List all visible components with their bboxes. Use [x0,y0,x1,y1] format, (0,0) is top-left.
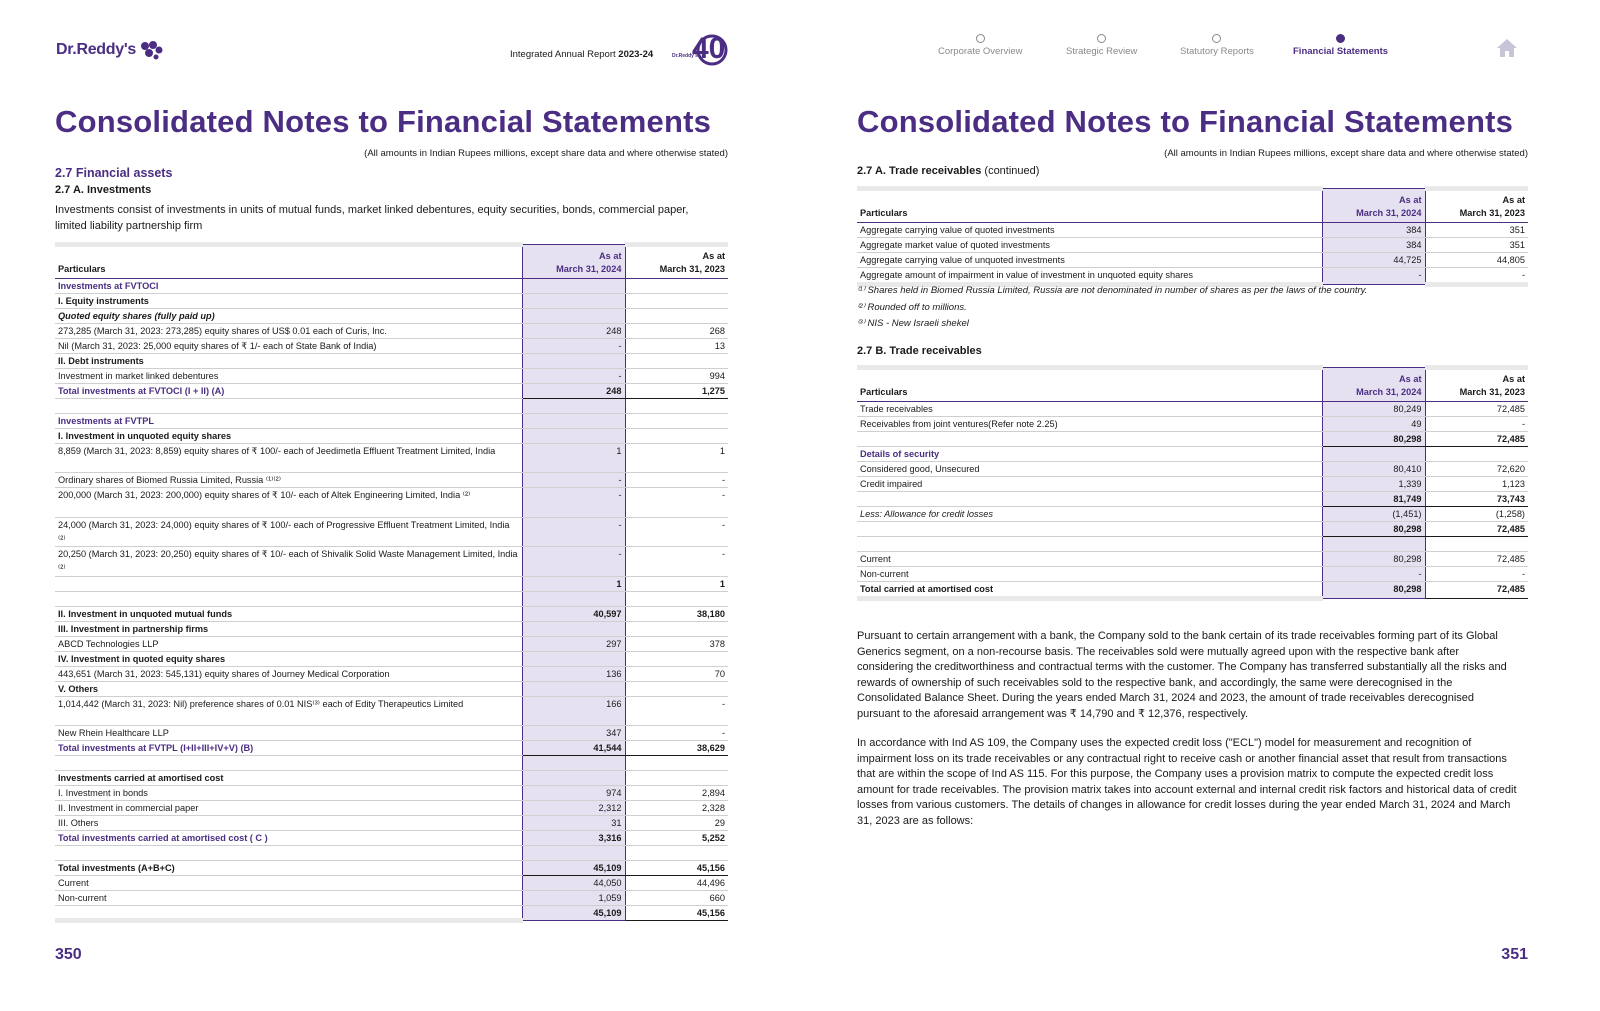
table-row [857,402,1528,417]
value-2023: 351 [1425,223,1528,238]
value-2024 [522,279,625,294]
nav-dot-icon [976,34,985,43]
nav-dot-icon [1097,34,1106,43]
table-row [55,294,728,309]
value-2024 [522,621,625,636]
table-row [55,279,728,294]
row-label: Total carried at amortised cost [857,581,1322,598]
row-label: Aggregate amount of impairment in value of investment in unquoted equity shares [857,268,1322,285]
value-2023: 72,485 [1425,402,1528,417]
value-2024 [522,399,625,414]
page-number: 350 [55,946,82,963]
value-2023 [625,354,728,369]
value-2023: 38,180 [625,606,728,621]
header-col-2023: As at March 31, 2023 [1425,368,1528,402]
row-label: 200,000 (March 31, 2023: 200,000) equity shares of ₹ 10/- each of Altek Engineering Limited, India ⁽²⁾ [55,488,522,518]
nav-strategic-review[interactable]: Strategic Review [1066,34,1137,57]
investments-table [55,242,728,923]
table-row [55,399,728,414]
value-2023: 994 [625,369,728,384]
value-2024: 31 [522,816,625,831]
value-2024 [522,651,625,666]
value-2023: 268 [625,324,728,339]
row-label [55,399,522,414]
header-col-2024: As at March 31, 2024 [1322,189,1425,223]
value-2024: 44,725 [1322,253,1425,268]
anniversary-badge-icon [672,26,728,68]
row-label: III. Investment in partnership firms [55,621,522,636]
value-2024: 80,298 [1322,432,1425,447]
table-header-row [55,245,728,279]
header-col-2023: As at March 31, 2023 [625,245,728,279]
value-2024: 1,339 [1322,477,1425,492]
value-2024: 974 [522,786,625,801]
value-2023: - [625,473,728,488]
value-2023: 660 [625,891,728,906]
value-2024: 45,109 [522,906,625,921]
value-2024: - [522,517,625,547]
value-2023: 45,156 [625,861,728,876]
derecognition-paragraph: Pursuant to certain arrangement with a bank, the Company sold to the bank certain of its trade receivables forming part of its Global Generics segment, on a non-recourse basis. The receivables sold were mutually agreed upon with the respective bank after considering the creditworthiness and contractual terms with the customer. The Company has transferred substantially all the risks and rewards of ownership of such receivables sold to the respective bank, and accordingly, the same were derecognised in the Consolidated Balance Sheet. During the years ended March 31, 2024 and 2023, the amount of trade receivables derecognised pursuant to the aforesaid arrangement was ₹ 14,790 and ₹ 12,376, respectively. [857,630,1507,720]
value-2024: 80,298 [1322,551,1425,566]
value-2024: 248 [522,324,625,339]
value-2023 [625,279,728,294]
value-2024 [522,681,625,696]
value-2024: 2,312 [522,801,625,816]
value-2024 [522,428,625,443]
home-icon[interactable] [1496,38,1518,58]
value-2024 [1322,447,1425,462]
row-label: V. Others [55,681,522,696]
nav-corporate-overview[interactable]: Corporate Overview [938,34,1022,57]
table-row [857,253,1528,268]
value-2023 [625,294,728,309]
value-2023: 378 [625,636,728,651]
value-2023: (1,258) [1425,507,1528,522]
value-2024: 80,249 [1322,402,1425,417]
table-row [55,771,728,786]
value-2023 [625,399,728,414]
brand-logo-icon [139,40,163,60]
value-2024 [522,413,625,428]
value-2023: 1,123 [1425,477,1528,492]
row-label: II. Investment in commercial paper [55,801,522,816]
subsection-heading: 2.7 A. Investments [55,184,152,196]
table-row [55,517,728,547]
table-row [55,473,728,488]
value-2023 [625,771,728,786]
table-row [857,581,1528,598]
table-row [857,551,1528,566]
table-row [55,831,728,846]
table-row [55,681,728,696]
value-2024: - [1322,268,1425,285]
page-title: Consolidated Notes to Financial Statements [857,104,1514,139]
table-row [857,417,1528,432]
value-2023 [625,651,728,666]
table-row [55,636,728,651]
value-2024: - [522,339,625,354]
value-2024 [522,294,625,309]
value-2023 [625,756,728,771]
table-row [55,651,728,666]
row-label: 8,859 (March 31, 2023: 8,859) equity shares of ₹ 100/- each of Jeedimetla Effluent Treatment Limited, India [55,443,522,473]
table-row [857,238,1528,253]
table-row [55,756,728,771]
footnote-3: ⁽³⁾ NIS - New Israeli shekel [857,318,969,329]
value-2024 [522,846,625,861]
row-label: II. Debt instruments [55,354,522,369]
table-row [55,786,728,801]
table-row [55,324,728,339]
value-2023 [625,681,728,696]
row-label: 443,651 (March 31, 2023: 545,131) equity shares of Journey Medical Corporation [55,666,522,681]
value-2023: 73,743 [1425,492,1528,507]
value-2023: 72,485 [1425,522,1528,537]
value-2024: 80,298 [1322,522,1425,537]
table-row [857,432,1528,447]
row-label: Total investments at FVTOCI (I + II) (A) [55,384,522,399]
value-2023 [625,309,728,324]
table-row [857,507,1528,522]
value-2023: 44,496 [625,876,728,891]
amounts-note: (All amounts in Indian Rupees millions, except share data and where otherwise stated) [364,148,728,159]
row-label [857,432,1322,447]
row-label: IV. Investment in quoted equity shares [55,651,522,666]
row-label [55,591,522,606]
table-row [55,576,728,591]
value-2023: 44,805 [1425,253,1528,268]
row-label: Total investments at FVTPL (I+II+III+IV+V) (B) [55,741,522,756]
row-label: Current [857,551,1322,566]
table-row [55,846,728,861]
value-2023: 1 [625,443,728,473]
row-label: Nil (March 31, 2023: 25,000 equity shares of ₹ 1/- each of State Bank of India) [55,339,522,354]
value-2023: 2,894 [625,786,728,801]
value-2023: 5,252 [625,831,728,846]
ecl-paragraph: In accordance with Ind AS 109, the Company uses the expected credit loss ("ECL") model for measurement and recognition of impairment loss on its trade receivables or any contractual right to receive cash or another financial asset that result from transactions that are within the scope of Ind AS 115. For this purpose, the Company uses a provision matrix to compute the expected credit loss amount for trade receivables. The provision matrix takes into account external and internal credit risk factors and historical data of credit losses from various customers. The details of changes in allowance for credit losses during the year ended March 31, 2024 and March 31, 2023 are as follows: [857,737,1517,827]
table-row [55,801,728,816]
value-2023: 70 [625,666,728,681]
table-row [55,384,728,399]
table-row [55,428,728,443]
table-row [857,447,1528,462]
row-label: Aggregate carrying value of quoted investments [857,223,1322,238]
row-label: Less: Allowance for credit losses [857,507,1322,522]
value-2024: - [522,473,625,488]
header-particulars: Particulars [55,245,522,279]
value-2023: 38,629 [625,741,728,756]
row-label: Aggregate carrying value of unquoted investments [857,253,1322,268]
table-header-row [857,368,1528,402]
value-2024 [522,354,625,369]
value-2023: 351 [1425,238,1528,253]
intro-paragraph: Investments consist of investments in units of mutual funds, market linked debentures, equity securities, bonds, commercial paper, limited liability partnership firm [55,204,689,232]
row-label: Ordinary shares of Biomed Russia Limited, Russia ⁽¹⁾⁽²⁾ [55,473,522,488]
value-2024: 3,316 [522,831,625,846]
value-2023: - [1425,566,1528,581]
row-label: II. Investment in unquoted mutual funds [55,606,522,621]
row-label: Investments at FVTPL [55,413,522,428]
header-particulars: Particulars [857,368,1322,402]
table-row [55,621,728,636]
row-label: Non-current [55,891,522,906]
table-row [857,492,1528,507]
table-row [55,861,728,876]
table-row [55,339,728,354]
value-2024: 1 [522,443,625,473]
value-2023: - [625,547,728,577]
value-2023: 72,485 [1425,551,1528,566]
value-2024: 49 [1322,417,1425,432]
row-label: 20,250 (March 31, 2023: 20,250) equity shares of ₹ 10/- each of Shivalik Solid Waste Management Limited, India ⁽²⁾ [55,547,522,577]
right-page [800,0,1600,1011]
value-2024: 80,298 [1322,581,1425,598]
value-2023 [625,846,728,861]
amounts-note: (All amounts in Indian Rupees millions, except share data and where otherwise stated) [1164,148,1528,159]
row-label: Investments carried at amortised cost [55,771,522,786]
value-2024: 1,059 [522,891,625,906]
value-2024: - [522,488,625,518]
row-label: 273,285 (March 31, 2023: 273,285) equity shares of US$ 0.01 each of Curis, Inc. [55,324,522,339]
subsection-heading-b: 2.7 B. Trade receivables [857,345,982,357]
value-2023 [1425,537,1528,552]
table-row [55,606,728,621]
row-label [857,537,1322,552]
row-label: Details of security [857,447,1322,462]
value-2023: 72,485 [1425,432,1528,447]
header-col-2024: As at March 31, 2024 [1322,368,1425,402]
row-label: Aggregate market value of quoted investments [857,238,1322,253]
footnote-1: ⁽¹⁾ Shares held in Biomed Russia Limited, Russia are not denominated in number of shares as per the laws of the country. [857,285,1368,296]
row-label: Investment in market linked debentures [55,369,522,384]
subsection-heading-a: 2.7 A. Trade receivables (continued) [857,165,1040,177]
brand-name: Dr.Reddy's [56,41,136,58]
table-row [55,547,728,577]
table-row [55,413,728,428]
value-2024: 45,109 [522,861,625,876]
header-particulars: Particulars [857,189,1322,223]
page-number: 351 [1501,946,1528,963]
value-2024: 166 [522,696,625,726]
value-2024 [522,771,625,786]
value-2023 [625,428,728,443]
footnote-2: ⁽²⁾ Rounded off to millions. [857,302,967,313]
row-label: Non-current [857,566,1322,581]
value-2023: 2,328 [625,801,728,816]
value-2024: 384 [1322,223,1425,238]
table-row [55,488,728,518]
value-2023: - [1425,268,1528,285]
value-2023: - [625,696,728,726]
value-2023: 1 [625,576,728,591]
value-2024: 80,410 [1322,462,1425,477]
table-row [857,566,1528,581]
row-label [55,846,522,861]
table-row [55,591,728,606]
value-2023: - [1425,417,1528,432]
row-label: I. Investment in bonds [55,786,522,801]
row-label [857,522,1322,537]
value-2024: 297 [522,636,625,651]
table-row [55,666,728,681]
nav-statutory-reports[interactable]: Statutory Reports [1180,34,1254,57]
investment-aggregates-table [857,186,1528,287]
row-label: 1,014,442 (March 31, 2023: Nil) preference shares of 0.01 NIS⁽³⁾ each of Edity Therapeutics Limited [55,696,522,726]
table-row [55,726,728,741]
row-label: 24,000 (March 31, 2023: 24,000) equity shares of ₹ 100/- each of Progressive Effluent Treatment Limited, India ⁽²⁾ [55,517,522,547]
row-label: Trade receivables [857,402,1322,417]
value-2023: 72,620 [1425,462,1528,477]
value-2023 [625,591,728,606]
table-row [857,462,1528,477]
value-2024 [522,309,625,324]
header-col-2023: As at March 31, 2023 [1425,189,1528,223]
value-2023: 1,275 [625,384,728,399]
table-header-row [857,189,1528,223]
table-row [857,223,1528,238]
row-label: Receivables from joint ventures(Refer note 2.25) [857,417,1322,432]
table-row [55,891,728,906]
value-2023 [1425,447,1528,462]
table-row [55,369,728,384]
table-row [55,876,728,891]
table-row [55,696,728,726]
trade-receivables-table [857,365,1528,601]
value-2023 [625,413,728,428]
value-2024: 1 [522,576,625,591]
row-label [55,756,522,771]
table-row [55,816,728,831]
value-2024 [1322,537,1425,552]
row-label: Current [55,876,522,891]
row-label: New Rhein Healthcare LLP [55,726,522,741]
row-label: Quoted equity shares (fully paid up) [55,309,522,324]
value-2023: 13 [625,339,728,354]
row-label: Considered good, Unsecured [857,462,1322,477]
value-2024 [522,591,625,606]
row-label: Total investments carried at amortised cost ( C ) [55,831,522,846]
row-label: Credit impaired [857,477,1322,492]
table-row [55,741,728,756]
value-2023 [625,621,728,636]
svg-text:40: 40 [692,32,726,65]
table-row [857,522,1528,537]
row-label [55,906,522,921]
value-2024: 384 [1322,238,1425,253]
value-2024: 136 [522,666,625,681]
page-title: Consolidated Notes to Financial Statements [55,104,712,139]
table-row [857,537,1528,552]
report-title: Integrated Annual Report 2023-24 [510,49,654,60]
row-label: III. Others [55,816,522,831]
nav-financial-statements[interactable]: Financial Statements [1293,34,1388,57]
row-label: I. Equity instruments [55,294,522,309]
value-2023: 45,156 [625,906,728,921]
table-row [55,906,728,921]
brand-logo[interactable] [56,40,163,60]
nav-dot-icon [1212,34,1221,43]
value-2024: - [522,369,625,384]
row-label: ABCD Technologies LLP [55,636,522,651]
table-row [55,309,728,324]
value-2023: - [625,488,728,518]
value-2024: 41,544 [522,741,625,756]
header-col-2024: As at March 31, 2024 [522,245,625,279]
value-2024: 44,050 [522,876,625,891]
value-2024: 347 [522,726,625,741]
value-2024: - [1322,566,1425,581]
value-2024: - [522,547,625,577]
value-2023: - [625,726,728,741]
value-2023: 72,485 [1425,581,1528,598]
value-2024: 40,597 [522,606,625,621]
value-2024 [522,756,625,771]
value-2023: - [625,517,728,547]
value-2023: 29 [625,816,728,831]
table-row [857,477,1528,492]
table-row [55,443,728,473]
value-2024: 248 [522,384,625,399]
nav-dot-icon [1336,34,1345,43]
row-label: Investments at FVTOCI [55,279,522,294]
svg-text:Dr.Reddy's: Dr.Reddy's [672,53,698,59]
value-2024: 81,749 [1322,492,1425,507]
value-2024: (1,451) [1322,507,1425,522]
section-heading: 2.7 Financial assets [55,166,173,180]
row-label: Total investments (A+B+C) [55,861,522,876]
table-row [857,268,1528,285]
row-label: I. Investment in unquoted equity shares [55,428,522,443]
row-label [55,576,522,591]
table-row [55,354,728,369]
row-label [857,492,1322,507]
